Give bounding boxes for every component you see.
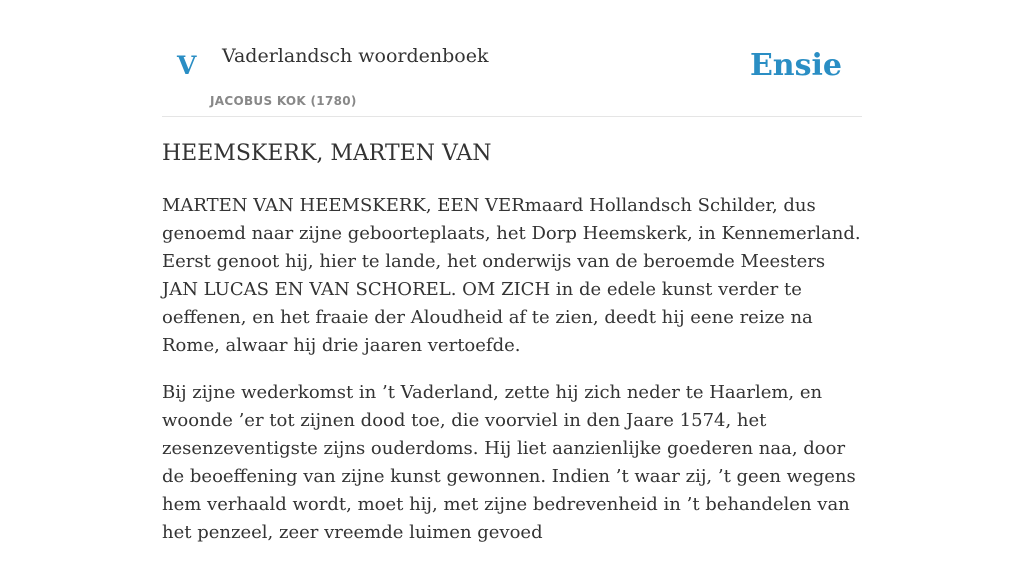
entry-body xyxy=(162,192,864,566)
book-title-link[interactable]: Vaderlandsch woordenboek xyxy=(222,45,489,67)
book-author: JACOBUS KOK (1780) xyxy=(210,94,357,108)
book-logo-letter[interactable]: V xyxy=(177,51,197,80)
header xyxy=(162,0,862,117)
entry-paragraph: Bij zijne wederkomst in ’t Vaderland, zette hij zich neder te Haarlem, en woonde ’er tot zijnen dood toe, die voorviel in den Jaare 1574, het zesenzeventigste zijns ouderdoms. Hij liet aanzienlijke goederen naa, door de beoeffening van zijne kunst gewonnen. Indien ’t waar zij, ’t geen wegens hem verhaald wordt, moet hij, met zijne bedrevenheid in ’t behandelen van het penzeel, zeer vreemde luimen gevoed xyxy=(162,382,856,543)
ensie-logo[interactable]: Ensie xyxy=(749,48,842,83)
entry-paragraph: MARTEN VAN HEEMSKERK, EEN VERmaard Hollandsch Schilder, dus genoemd naar zijne geboorteplaats, het Dorp Heemskerk, in Kennemerland. Eerst genoot hij, hier te lande, het onderwijs van de beroemde Meesters JAN LUCAS EN VAN SCHOREL. OM ZICH in de edele kunst verder te oeffenen, en het fraaie der Aloudheid af te zien, deedt hij eene reize na Rome, alwaar hij drie jaaren vertoefde. xyxy=(162,195,861,356)
entry-title: HEEMSKERK, MARTEN VAN xyxy=(162,141,492,166)
